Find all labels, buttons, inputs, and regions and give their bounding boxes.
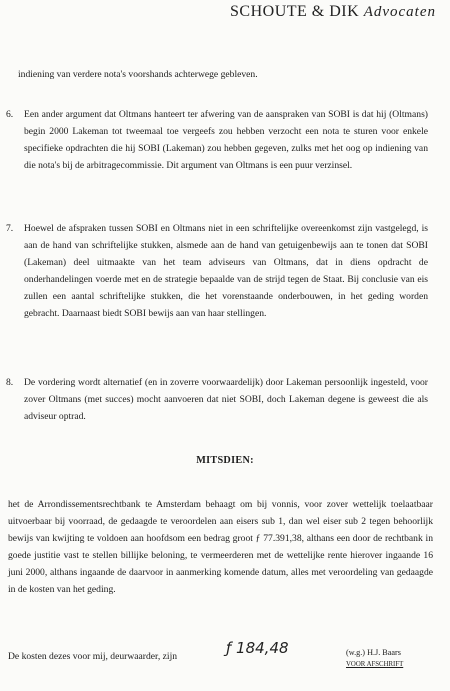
costs-text: De kosten dezes voor mij, deurwaarder, zijn	[8, 651, 178, 662]
petitum-paragraph: het de Arrondissementsrechtbank te Amsterdam behaagt om bij vonnis, voor zover wettelijk toelaatbaar uitvoerbaar bij voorraad, de gedaagde te veroordelen aan eisers sub 1, dan wel eiser sub 2 tegen behoorlijk bewijs van kwijting te voldoen aan hoofdsom een bedrag groot ƒ 77.391,38, althans een door de rechtbank in goede justitie vast te stellen billijke beloning, te vermeerderen met de wettelijke rente hierover ingaande 16 juni 2000, althans ingaande de daarvoor in aanmerking komende datum, alles met veroordeling van gedaagde in de kosten van het geding.	[8, 499, 433, 595]
firm-suffix: Advocaten	[363, 4, 436, 20]
paragraph-text: Een ander argument dat Oltmans hanteert ter afwering van de aanspraken van SOBI is dat hij (Oltmans) begin 2000 Lakeman tot tweemaal toe vergeefs zou hebben verzocht een nota te sturen voor enkele specifieke opdrachten die hij SOBI (Lakeman) zou hebben gegeven, zulks met het oog op indiening van die nota's bij de arbitragecommissie. Dit argument van Oltmans is een puur verzinsel.	[24, 109, 428, 171]
costs-line	[8, 639, 448, 678]
paragraph-number: 8.	[6, 377, 14, 388]
letterhead	[230, 3, 436, 21]
costs-amount-handwritten: ƒ 184,48	[226, 639, 289, 657]
signature-name: (w.g.) H.J. Baars	[346, 648, 401, 657]
numbered-paragraph-8	[0, 374, 440, 434]
firm-name: SCHOUTE & DIK	[230, 3, 360, 20]
numbered-paragraph-7	[0, 220, 440, 340]
paragraph-text: Hoewel de afspraken tussen SOBI en Oltmans niet in een schriftelijke overeenkomst zijn vastgelegd, is aan de hand van schriftelijke stukken, alsmede aan de hand van getuigenbewijs aan te tonen dat SOBI (Lakeman) deel uitmaakte van het team adviseurs van Oltmans, dat in diens opdracht de onderhandelingen voerde met en de strategie bepaalde van de strijd tegen de Staat. Bij conclusie van eis zullen een aantal schriftelijke stukken, die het vorenstaande onderbouwen, in het geding worden gebracht. Daarnaast biedt SOBI bewijs aan van haar stellingen.	[24, 223, 428, 319]
continuation-line: indiening van verdere nota's voorshands achterwege gebleven.	[18, 69, 258, 80]
paragraph-number: 7.	[6, 223, 14, 234]
numbered-paragraph-6	[0, 106, 440, 196]
paragraph-text: De vordering wordt alternatief (en in zoverre voorwaardelijk) door Lakeman persoonlijk ingesteld, voor zover Oltmans (met succes) mocht aanvoeren dat niet SOBI, doch Lakeman degene is geweest die als adviseur optrad.	[24, 377, 428, 422]
signature-role: VOOR AFSCHRIFT	[346, 661, 404, 668]
paragraph-number: 6.	[6, 109, 14, 120]
section-heading-mitsdien: MITSDIEN:	[196, 455, 254, 466]
